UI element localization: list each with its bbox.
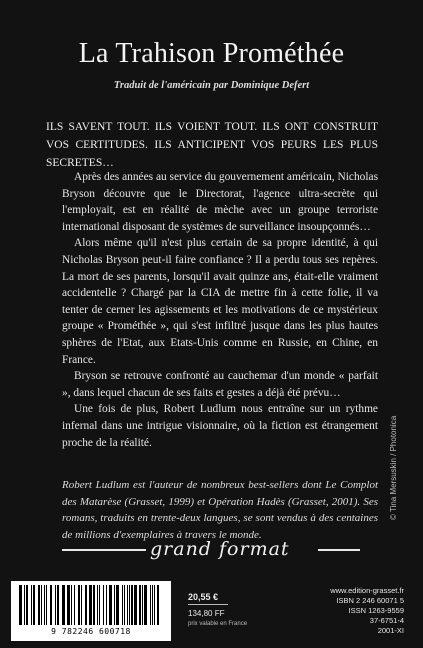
barcode-bar bbox=[150, 585, 151, 625]
barcode-bar bbox=[134, 585, 137, 625]
barcode-bar bbox=[26, 585, 28, 625]
price-note: prix valable en France bbox=[188, 621, 248, 627]
price-block bbox=[188, 592, 247, 627]
barcode-bar bbox=[109, 585, 112, 625]
barcode-bar bbox=[99, 585, 100, 625]
publisher-info bbox=[280, 586, 404, 636]
barcode-bar bbox=[122, 585, 123, 625]
synopsis-paragraph: Après des années au service du gouvernement américain, Nicholas Bryson découvre que le Directorat, l'agence ultra-secrète qui l'employait, est en réalité de mèche avec un groupe terroriste international disposant de systèmes de surveillance insoupçonnés… bbox=[62, 171, 378, 233]
barcode-bar bbox=[106, 585, 107, 625]
barcode-bar bbox=[97, 585, 98, 625]
barcode-bar bbox=[116, 585, 119, 625]
publisher-url: www.edition-grasset.fr bbox=[330, 586, 404, 595]
barcode-bar bbox=[144, 585, 147, 625]
barcode-bar bbox=[139, 585, 141, 625]
tagline: ILS SAVENT TOUT. ILS VOIENT TOUT. ILS ONT CONSTRUIT VOS CERTITUDES. ILS ANTICIPENT VOS PEURS LES PLUS SECRETES… bbox=[46, 121, 378, 169]
barcode-bar bbox=[24, 585, 25, 625]
barcode-bar bbox=[55, 585, 56, 625]
barcode-bars bbox=[17, 585, 165, 625]
book-title: La Trahison Prométhée bbox=[78, 38, 345, 69]
grand-format-logo bbox=[62, 540, 378, 562]
logo-text: grand format bbox=[150, 538, 290, 560]
barcode-bar bbox=[103, 585, 104, 625]
catalog-code: 37-6751-4 bbox=[369, 616, 404, 625]
barcode-bar bbox=[152, 585, 153, 625]
logo-rule-right bbox=[318, 549, 360, 551]
translator-credit: Traduit de l'américain par Dominique Defert bbox=[113, 80, 310, 91]
synopsis-paragraph: Une fois de plus, Robert Ludlum nous entraîne sur un rythme infernal dans une intrigue visionnaire, où la fiction est étrangement proche de la réalité. bbox=[62, 403, 378, 449]
barcode-number: 9 782246 600718 bbox=[51, 627, 131, 636]
price-euro: 20,55 € bbox=[188, 592, 219, 602]
barcode-bar bbox=[38, 585, 40, 625]
barcode-bar bbox=[142, 585, 143, 625]
isbn: ISBN 2 246 60071 5 bbox=[336, 596, 404, 605]
price-ff: 134,80 FF bbox=[188, 609, 225, 618]
barcode-bar bbox=[62, 585, 65, 625]
logo-rule-left bbox=[62, 549, 146, 551]
barcode-bar bbox=[157, 585, 159, 625]
barcode-bar bbox=[89, 585, 92, 625]
barcode-bar bbox=[74, 585, 75, 625]
barcode-bar bbox=[129, 585, 130, 625]
barcode-bar bbox=[124, 585, 125, 625]
barcode-bar bbox=[71, 585, 72, 625]
photo-credit: © Tina Mersuskin / Photonica bbox=[389, 415, 398, 520]
barcode-bar bbox=[33, 585, 35, 625]
synopsis bbox=[62, 169, 378, 451]
synopsis-paragraph: Bryson se retrouve confronté au cauchemar d'un monde « parfait », dans lequel chacun de ses faits et gestes a déjà été prévu… bbox=[62, 370, 378, 399]
price-divider bbox=[188, 604, 228, 605]
edition-code: 2001-XI bbox=[377, 626, 404, 635]
barcode-bar bbox=[57, 585, 59, 625]
barcode-bar bbox=[78, 585, 80, 625]
barcode-bar bbox=[67, 585, 70, 625]
barcode-bar bbox=[131, 585, 133, 625]
barcode-bar bbox=[46, 585, 47, 625]
barcode-bar bbox=[44, 585, 45, 625]
barcode-bar bbox=[154, 585, 155, 625]
barcode bbox=[11, 581, 171, 641]
issn: ISSN 1263-9559 bbox=[348, 606, 404, 615]
author-bio: Robert Ludlum est l'auteur de nombreux best-sellers dont Le Complot des Matarèse (Grasset, 1999) et Opération Hadès (Grasset, 2001). Ses romans, traduits en trente-deux langues, se sont vendus à des centaines de millions d'exemplaires à travers le monde. bbox=[62, 479, 378, 541]
barcode-bar bbox=[19, 585, 22, 625]
barcode-bar bbox=[50, 585, 52, 625]
barcode-bar bbox=[114, 585, 115, 625]
barcode-bar bbox=[31, 585, 32, 625]
barcode-bar bbox=[81, 585, 82, 625]
barcode-bar bbox=[85, 585, 87, 625]
barcode-bar bbox=[127, 585, 128, 625]
barcode-bar bbox=[93, 585, 95, 625]
synopsis-paragraph: Alors même qu'il n'est plus certain de sa propre identité, à qui Nicholas Bryson peut-il faire confiance ? Il a perdu tous ses repères. La mort de ses parents, lorsqu'il avait quinze ans, était-elle vraiment accidentelle ? Chargé par la CIA de mettre fin à cette folie, il va tenter de cerner les agissements et les motivations de ce mystérieux groupe « Prométhée », qui s'est infiltré jusque dans les plus hautes sphères de l'Etat, aux Etats-Unis comme en Russie, en Chine, en France. bbox=[62, 237, 378, 366]
barcode-bar bbox=[41, 585, 42, 625]
